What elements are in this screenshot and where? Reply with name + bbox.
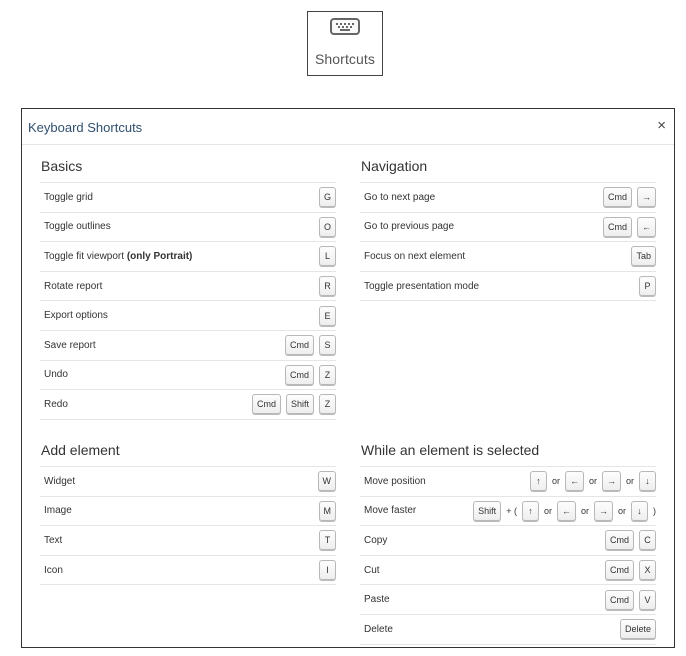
modal-header [22,109,674,145]
key-cap: Cmd [605,590,634,610]
keyboard-shortcuts-modal [21,108,675,648]
shortcut-label: Save report [44,339,96,351]
shortcut-row [40,213,336,243]
shortcut-keys [319,501,337,521]
key-cap: X [639,560,656,580]
shortcut-label: Toggle grid [44,191,93,203]
shortcut-keys [603,187,656,207]
shortcut-row [360,585,656,615]
shortcut-row [360,242,656,272]
key-cap: ← [565,471,584,491]
key-separator: or [625,476,634,487]
shortcut-keys [319,246,336,266]
shortcut-label: Undo [44,369,68,381]
shortcut-row [40,526,336,556]
shortcut-keys [285,365,336,385]
key-cap: → [637,187,656,207]
section-title: While an element is selected [360,437,656,467]
key-separator: or [617,505,626,516]
shortcut-row [360,467,656,497]
shortcut-row [40,301,336,331]
key-separator: or [588,476,597,487]
shortcut-keys [639,276,656,296]
shortcut-label: Toggle fit viewport (only Portrait) [44,250,193,262]
shortcut-label: Toggle outlines [44,221,111,233]
shortcut-keys [319,306,336,326]
key-cap: Cmd [605,530,634,550]
key-cap: O [319,217,336,237]
key-cap: I [319,560,336,580]
shortcut-row [40,331,336,361]
shortcut-label: Icon [44,564,63,576]
shortcut-label: Rotate report [44,280,103,292]
shortcuts-label: Shortcuts [314,51,376,67]
key-cap: C [639,530,656,550]
shortcut-row [360,272,656,302]
key-cap: ← [637,217,656,237]
shortcut-keys [319,187,336,207]
modal-title: Keyboard Shortcuts [28,120,143,135]
key-cap: W [318,471,337,491]
key-cap: Cmd [252,394,281,414]
key-cap: M [319,501,337,521]
shortcut-row [40,361,336,391]
shortcut-keys [285,335,336,355]
key-cap: S [319,335,336,355]
shortcut-row [360,183,656,213]
key-separator: or [551,476,560,487]
shortcut-keys [620,619,656,639]
shortcut-row [360,213,656,243]
key-cap: Shift [286,394,314,414]
key-separator: ) [653,505,656,516]
shortcut-label: Cut [364,564,380,576]
key-cap: Z [319,365,336,385]
shortcut-label: Paste [364,594,390,606]
key-cap: V [639,590,656,610]
shortcut-label-note: (only Portrait) [126,250,193,262]
shortcut-row [360,497,656,527]
shortcut-label: Redo [44,398,68,410]
key-cap: Cmd [603,187,632,207]
section-title: Add element [40,437,336,467]
section-add-element [40,437,336,585]
shortcut-keys [319,217,336,237]
shortcut-label: Move position [364,475,426,487]
key-cap: Delete [620,619,656,639]
shortcut-label: Move faster [364,505,417,517]
key-cap: L [319,246,336,266]
key-cap: ↓ [639,471,656,491]
shortcut-label: Go to next page [364,191,436,203]
key-cap: Cmd [605,560,634,580]
key-cap: Shift [473,501,501,521]
key-cap: ↑ [530,471,547,491]
shortcut-row [40,390,336,420]
section-title: Basics [40,153,336,183]
shortcut-row [40,183,336,213]
key-cap: Z [319,394,336,414]
shortcut-row [360,556,656,586]
shortcut-row [40,467,336,497]
section-basics [40,153,336,420]
shortcut-label: Export options [44,310,108,322]
shortcut-row [40,272,336,302]
key-cap: Cmd [285,335,314,355]
shortcut-label: Text [44,534,63,546]
shortcut-label: Go to previous page [364,221,455,233]
key-separator: or [543,505,552,516]
shortcut-label: Delete [364,623,393,635]
shortcut-row [40,242,336,272]
keyboard-icon [330,18,360,35]
shortcut-keys [603,217,656,237]
section-title: Navigation [360,153,656,183]
shortcut-keys [252,394,336,414]
shortcut-keys [605,590,656,610]
shortcut-keys [319,530,336,550]
key-cap: ← [557,501,576,521]
shortcut-label: Copy [364,534,388,546]
key-cap: Cmd [285,365,314,385]
shortcut-label: Image [44,505,72,517]
key-separator: + ( [506,505,517,516]
key-cap: → [594,501,613,521]
key-cap: Tab [631,246,656,266]
key-cap: → [602,471,621,491]
shortcut-label: Focus on next element [364,250,466,262]
shortcut-keys [318,471,337,491]
key-cap: P [639,276,656,296]
key-cap: T [319,530,336,550]
section-while-selected [360,437,656,645]
shortcut-row [360,615,656,645]
key-separator: or [580,505,589,516]
key-cap: ↓ [631,501,648,521]
key-cap: E [319,306,336,326]
shortcut-keys [631,246,656,266]
shortcut-keys [605,530,656,550]
shortcut-row [40,497,336,527]
shortcut-row [360,526,656,556]
key-cap: ↑ [522,501,539,521]
shortcut-row [40,556,336,586]
shortcut-keys [530,471,656,491]
shortcut-keys [319,560,336,580]
key-cap: R [319,276,336,296]
section-navigation [360,153,656,301]
key-cap: G [319,187,336,207]
shortcut-label: Toggle presentation mode [364,280,480,292]
close-icon[interactable]: × [657,117,666,134]
shortcut-label: Widget [44,475,76,487]
shortcut-keys [319,276,336,296]
shortcut-keys [605,560,656,580]
shortcut-keys [473,501,656,521]
key-cap: Cmd [603,217,632,237]
shortcuts-button[interactable] [307,11,383,76]
